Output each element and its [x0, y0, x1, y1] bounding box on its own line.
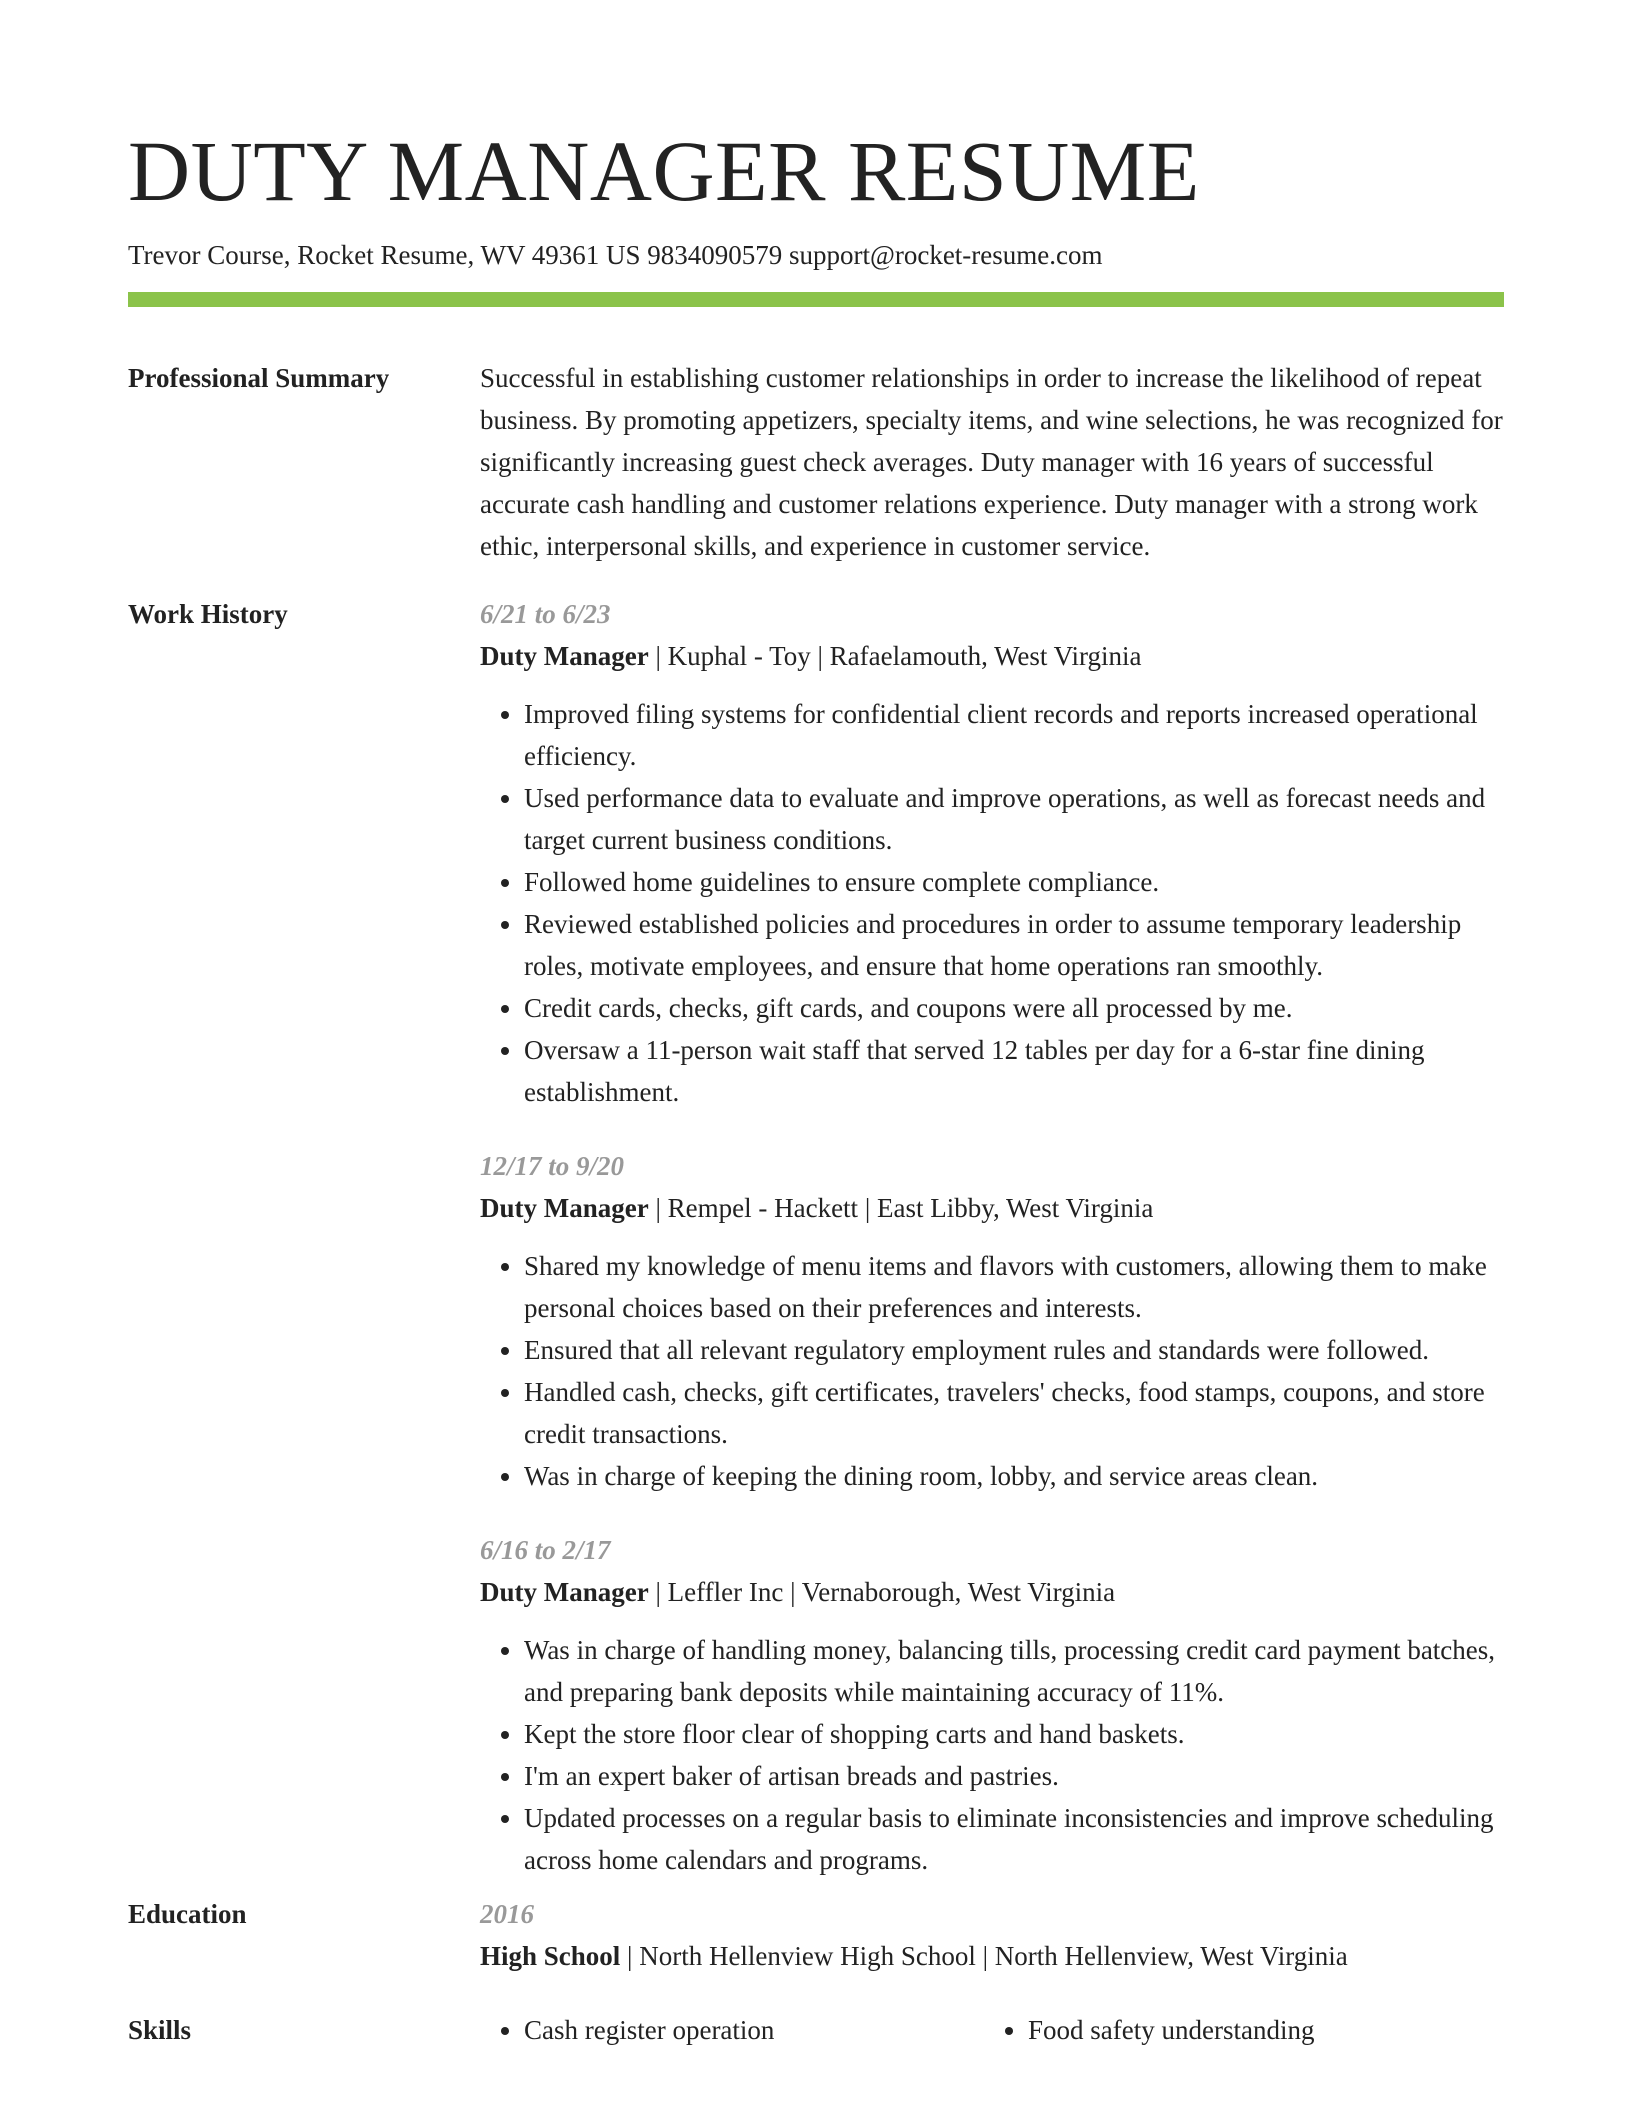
skills-list-left — [480, 2009, 984, 2051]
list-item: • Was in charge of handling money, balancing tills, processing credit card payment batches, and preparing bank deposits while maintaining accuracy of 11%. — [524, 1629, 1504, 1713]
education-content — [480, 1893, 1504, 1977]
section-label-skills: Skills — [128, 2015, 192, 2045]
list-item: • Oversaw a 11-person wait staff that served 12 tables per day for a 6-star fine dining establishment. — [524, 1029, 1504, 1113]
job-dates: 6/21 to 6/23 — [480, 599, 611, 629]
summary-text: Successful in establishing customer relationships in order to increase the likelihood of repeat business. By promoting appetizers, specialty items, and wine selections, he was recognized for significantly increasing guest check averages. Duty manager with 16 years of successful accurate cash handling and customer relations experience. Duty manager with a strong work ethic, interpersonal skills, and experience in customer service. — [480, 363, 1503, 561]
job-heading — [480, 1187, 1504, 1229]
skills-list-right — [984, 2009, 1488, 2051]
list-item: • Shared my knowledge of menu items and flavors with customers, allowing them to make personal choices based on their preferences and interests. — [524, 1245, 1504, 1329]
job-entry — [480, 1529, 1504, 1881]
job-bullets — [480, 1245, 1504, 1497]
header-divider — [128, 292, 1504, 307]
job-title: Duty Manager — [480, 1193, 649, 1223]
education-section — [128, 1893, 1504, 1977]
skill-item: • Food safety understanding — [1028, 2009, 1488, 2051]
education-year: 2016 — [480, 1899, 534, 1929]
section-label-summary: Professional Summary — [128, 363, 390, 393]
job-title: Duty Manager — [480, 1577, 649, 1607]
list-item: • Followed home guidelines to ensure complete compliance. — [524, 861, 1504, 903]
list-item: • Handled cash, checks, gift certificates, travelers' checks, food stamps, coupons, and store credit transactions. — [524, 1371, 1504, 1455]
job-details: | Kuphal - Toy | Rafaelamouth, West Virginia — [648, 641, 1142, 671]
skills-section — [128, 2009, 1504, 2051]
job-dates: 12/17 to 9/20 — [480, 1151, 625, 1181]
section-label-education: Education — [128, 1899, 247, 1929]
job-title: Duty Manager — [480, 641, 649, 671]
skill-item: • Cash register operation — [524, 2009, 984, 2051]
page-title: DUTY MANAGER RESUME — [128, 123, 1200, 219]
list-item: • I'm an expert baker of artisan breads and pastries. — [524, 1755, 1504, 1797]
section-label-work-history: Work History — [128, 599, 288, 629]
skills-grid — [480, 2009, 1504, 2051]
job-bullets — [480, 693, 1504, 1113]
resume-page — [128, 0, 1504, 2051]
list-item: • Improved filing systems for confidential client records and reports increased operational efficiency. — [524, 693, 1504, 777]
job-bullets — [480, 1629, 1504, 1881]
list-item: • Ensured that all relevant regulatory employment rules and standards were followed. — [524, 1329, 1504, 1371]
list-item: • Kept the store floor clear of shopping carts and hand baskets. — [524, 1713, 1504, 1755]
list-item: • Reviewed established policies and procedures in order to assume temporary leadership roles, motivate employees, and ensure that home operations ran smoothly. — [524, 903, 1504, 987]
summary-section — [128, 357, 1504, 567]
list-item: • Used performance data to evaluate and improve operations, as well as forecast needs and target current business conditions. — [524, 777, 1504, 861]
list-item: • Was in charge of keeping the dining room, lobby, and service areas clean. — [524, 1455, 1504, 1497]
work-history-section — [128, 593, 1504, 1881]
job-entry — [480, 593, 1504, 1113]
job-entry — [480, 1145, 1504, 1497]
education-heading — [480, 1935, 1504, 1977]
work-history-content — [480, 593, 1504, 1881]
contact-info: Trevor Course, Rocket Resume, WV 49361 US 9834090579 support@rocket-resume.com — [128, 240, 1103, 270]
skills-content — [480, 2009, 1504, 2051]
list-item: • Updated processes on a regular basis to eliminate inconsistencies and improve scheduling across home calendars and programs. — [524, 1797, 1504, 1881]
job-dates: 6/16 to 2/17 — [480, 1535, 611, 1565]
job-details: | Leffler Inc | Vernaborough, West Virginia — [648, 1577, 1116, 1607]
job-heading — [480, 635, 1504, 677]
education-details: | North Hellenview High School | North Hellenview, West Virginia — [620, 1941, 1348, 1971]
job-details: | Rempel - Hackett | East Libby, West Virginia — [648, 1193, 1154, 1223]
education-degree: High School — [480, 1941, 621, 1971]
job-heading — [480, 1571, 1504, 1613]
list-item: • Credit cards, checks, gift cards, and coupons were all processed by me. — [524, 987, 1504, 1029]
